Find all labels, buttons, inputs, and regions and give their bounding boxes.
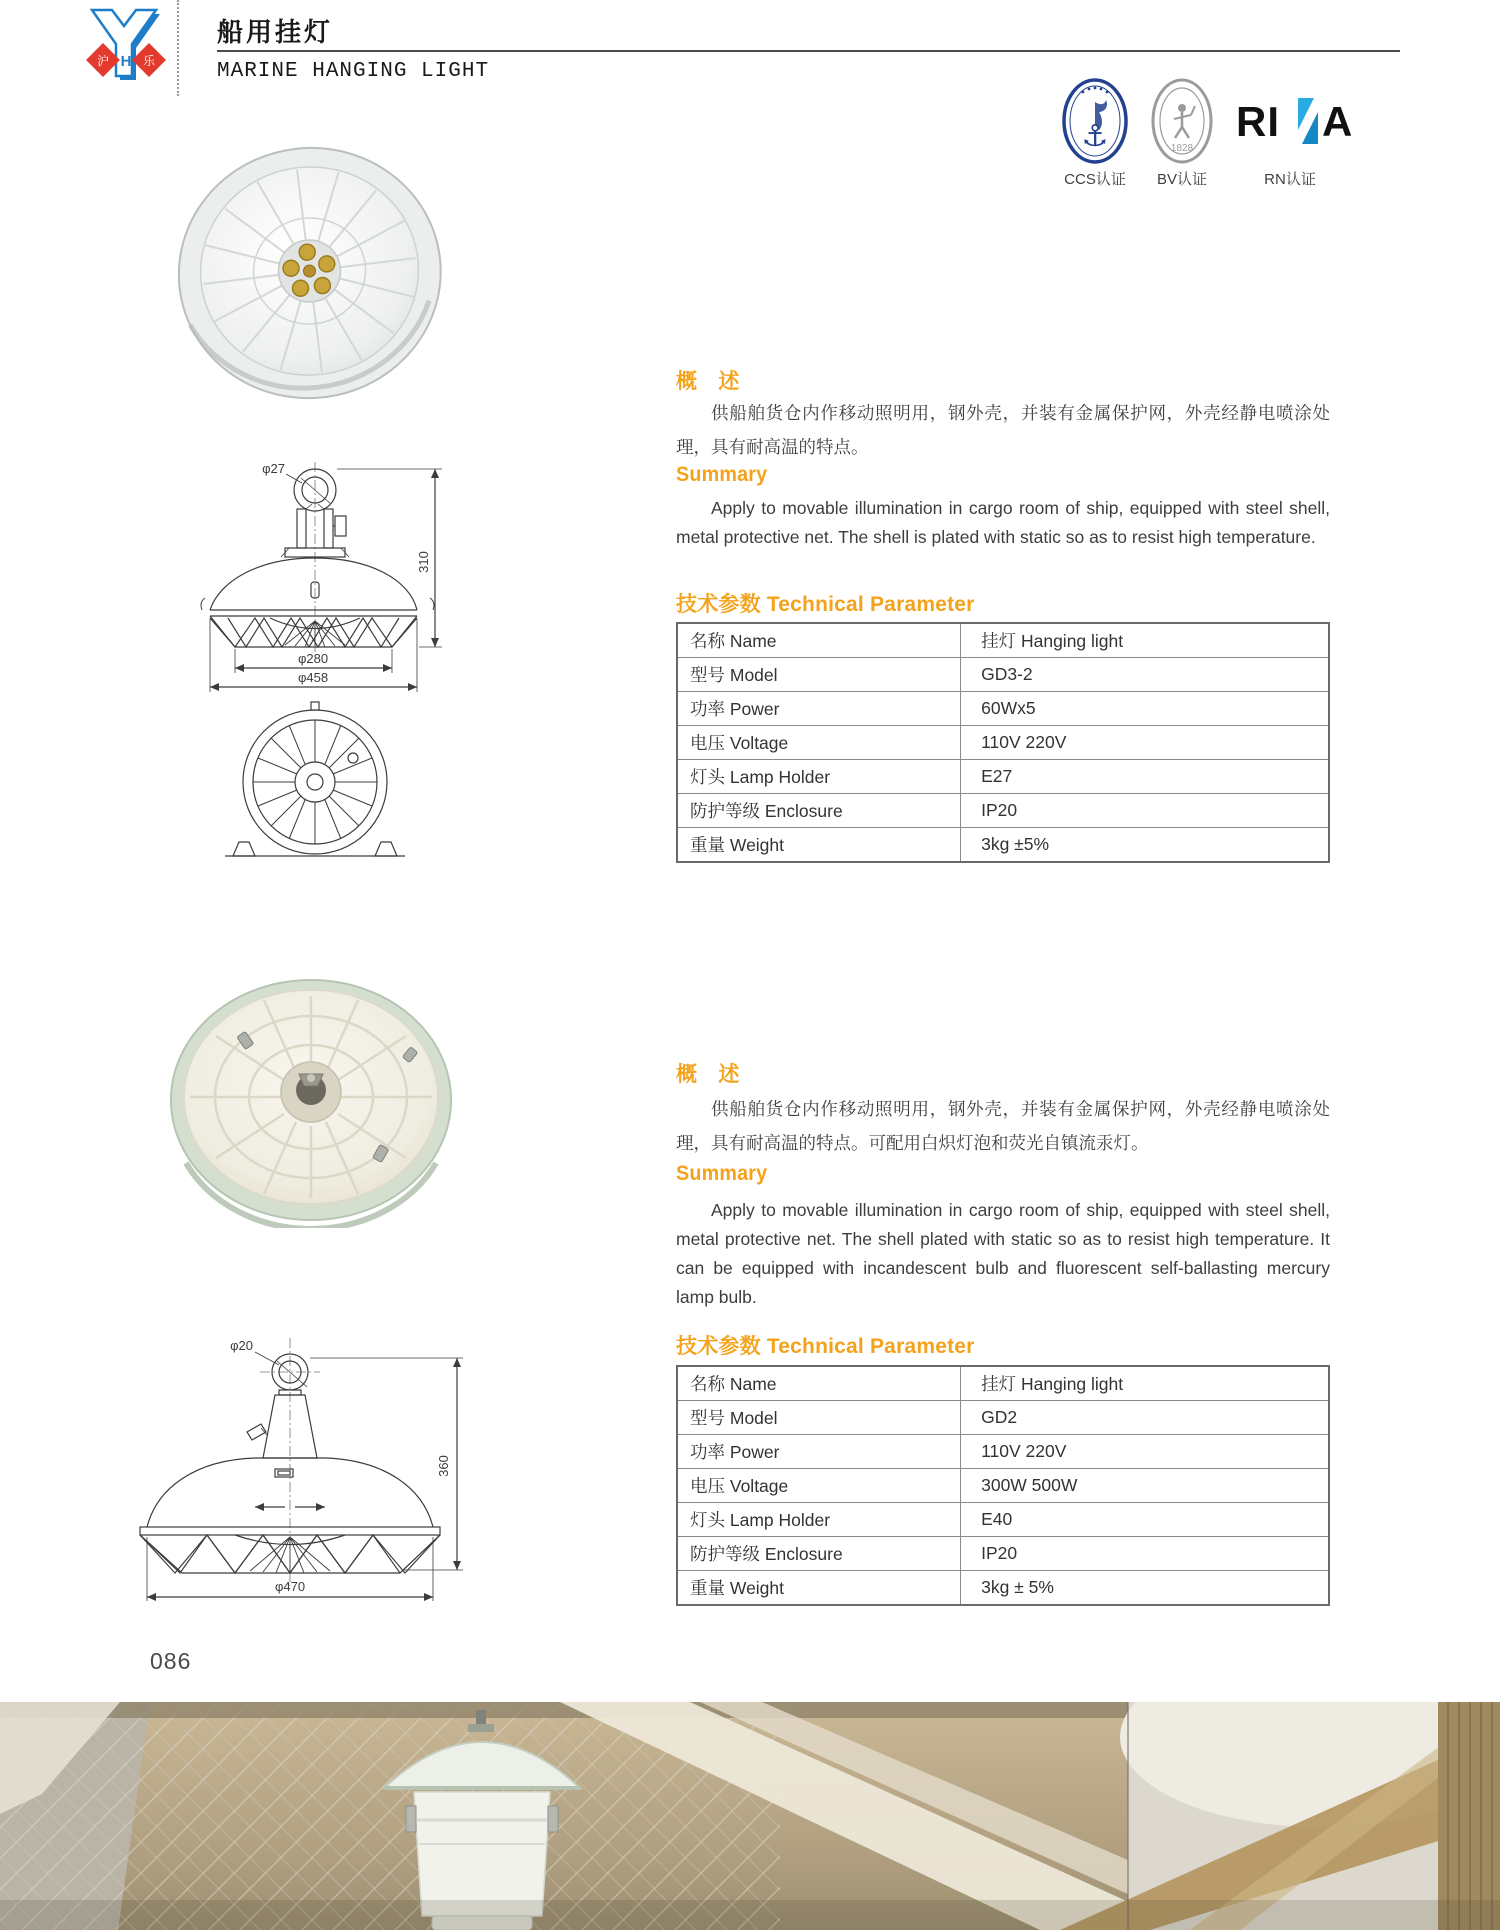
- dim-height-label-1: 310: [416, 551, 431, 573]
- product-photo-gd3-2: [175, 140, 445, 410]
- param-label: 功率 Power: [677, 1435, 961, 1469]
- table-row: [677, 1571, 1329, 1606]
- installation-photo-art: [0, 1702, 1500, 1930]
- overview-heading-1: 概 述: [676, 370, 740, 393]
- rina-cert-label: RN认证: [1264, 171, 1316, 188]
- param-label: 灯头 Lamp Holder: [677, 1503, 961, 1537]
- logo-char-left: 沪: [96, 54, 110, 68]
- param-label: 重量 Weight: [677, 1571, 961, 1606]
- dim-ring-label-1: φ27: [262, 461, 285, 476]
- dim-ring-label-2: φ20: [230, 1338, 253, 1353]
- summary-text-1: Apply to movable illumination in cargo room of ship, equipped with steel shell, metal protective net. The shell is plated with static so as to resist high temperature.: [676, 498, 1330, 547]
- table-row: [677, 1366, 1329, 1401]
- parameter-table-gd3-2: [676, 622, 1330, 863]
- table-row: [677, 1503, 1329, 1537]
- overview-heading-2: 概 述: [676, 1063, 740, 1086]
- param-label: 型号 Model: [677, 1401, 961, 1435]
- bv-year: 1828: [1170, 143, 1194, 154]
- bv-logo-icon: [1150, 78, 1214, 164]
- header-divider: [177, 0, 179, 96]
- param-label: 名称 Name: [677, 623, 961, 658]
- table-row: [677, 760, 1329, 794]
- dim-height-label-2: 360: [436, 1455, 451, 1477]
- product-photo-gd2: [168, 978, 455, 1228]
- param-value: GD3-2: [961, 658, 1329, 692]
- table-row: [677, 828, 1329, 863]
- table-row: [677, 623, 1329, 658]
- param-value: 110V 220V: [961, 726, 1329, 760]
- bottom-view-drawing: [225, 702, 405, 856]
- technical-drawing-gd3-2: [185, 458, 450, 863]
- logo-char-center: H: [120, 53, 132, 70]
- page-title-en: MARINE HANGING LIGHT: [217, 60, 490, 83]
- company-logo: [86, 6, 168, 96]
- param-value: 挂灯 Hanging light: [961, 623, 1329, 658]
- table-row: [677, 658, 1329, 692]
- parameter-table-gd2: [676, 1365, 1330, 1606]
- table-row: [677, 794, 1329, 828]
- header-rule: [217, 50, 1400, 52]
- param-value: 3kg ± 5%: [961, 1571, 1329, 1606]
- logo-char-right: 乐: [142, 54, 156, 68]
- summary-heading-2: Summary: [676, 1162, 768, 1185]
- table-row: [677, 692, 1329, 726]
- ccs-cert-label: CCS认证: [1064, 171, 1126, 188]
- table-row: [677, 1435, 1329, 1469]
- summary-heading-1: Summary: [676, 463, 768, 486]
- rina-letters-right: A: [1322, 98, 1353, 145]
- page-number: 086: [150, 1648, 192, 1674]
- rina-logo-icon: [1236, 96, 1356, 146]
- param-label: 灯头 Lamp Holder: [677, 760, 961, 794]
- bv-cert-label: BV认证: [1156, 171, 1207, 188]
- summary-text-2: Apply to movable illumination in cargo room of ship, equipped with steel shell, metal protective net. The shell plated with static so as to resist high temperature. It can be equipped with incandescent bulb and fluorescent self-ballasting mercury lamp bulb.: [676, 1200, 1330, 1307]
- table-row: [677, 1469, 1329, 1503]
- installation-photo: [0, 1702, 1500, 1930]
- param-label: 名称 Name: [677, 1366, 961, 1401]
- dim-outer-label-1: φ458: [297, 670, 329, 685]
- dim-outer-label-2: φ470: [274, 1579, 306, 1594]
- param-value: 60Wx5: [961, 692, 1329, 726]
- param-value: IP20: [961, 794, 1329, 828]
- param-label: 防护等级 Enclosure: [677, 1537, 961, 1571]
- dim-inner-label-1: φ280: [297, 651, 329, 666]
- param-label: 电压 Voltage: [677, 726, 961, 760]
- param-value: 3kg ±5%: [961, 828, 1329, 863]
- param-value: GD2: [961, 1401, 1329, 1435]
- param-label: 功率 Power: [677, 692, 961, 726]
- param-value: IP20: [961, 1537, 1329, 1571]
- params-heading-1: 技术参数 Technical Parameter: [676, 593, 975, 616]
- overview-text-2: 供船舶货仓内作移动照明用，钢外壳，并装有金属保护网，外壳经静电喷涂处理，具有耐高温的特点。可配用白炽灯泡和荧光自镇流汞灯。: [676, 1099, 1330, 1153]
- ccs-logo-icon: [1061, 78, 1129, 164]
- table-row: [677, 726, 1329, 760]
- params-heading-2: 技术参数 Technical Parameter: [676, 1335, 975, 1358]
- svg-text:⚓: ⚓: [1081, 120, 1109, 153]
- param-value: E27: [961, 760, 1329, 794]
- page-title-cn: 船用挂灯: [217, 17, 334, 47]
- param-label: 防护等级 Enclosure: [677, 794, 961, 828]
- overview-text-1: 供船舶货仓内作移动照明用，钢外壳，并装有金属保护网，外壳经静电喷涂处理，具有耐高温的特点。: [676, 403, 1330, 457]
- technical-drawing-gd2: [95, 1338, 470, 1613]
- param-value: 300W 500W: [961, 1469, 1329, 1503]
- rina-letters-left: RI: [1236, 98, 1280, 145]
- param-label: 重量 Weight: [677, 828, 961, 863]
- param-value: 挂灯 Hanging light: [961, 1366, 1329, 1401]
- param-label: 型号 Model: [677, 658, 961, 692]
- table-row: [677, 1537, 1329, 1571]
- table-row: [677, 1401, 1329, 1435]
- param-label: 电压 Voltage: [677, 1469, 961, 1503]
- param-value: E40: [961, 1503, 1329, 1537]
- param-value: 110V 220V: [961, 1435, 1329, 1469]
